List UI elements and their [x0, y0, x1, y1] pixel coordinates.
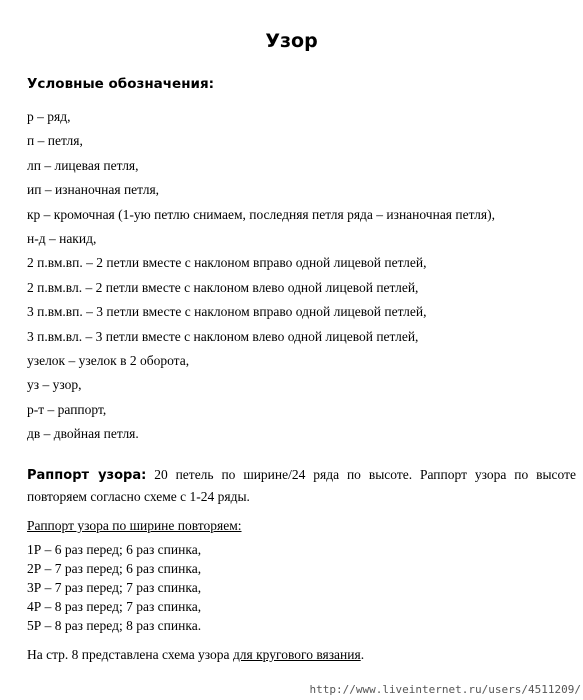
repeat-heading: Раппорт узора по ширине повторяем:: [27, 518, 242, 533]
watermark-url: http://www.liveinternet.ru/users/4511209/: [309, 683, 581, 696]
legend-item: 3 п.вм.вп. – 3 петли вместе с наклоном вправо одной лицевой петлей,: [27, 304, 427, 320]
repeat-item: 3Р – 7 раз перед; 7 раз спинка,: [27, 580, 202, 595]
legend-item: н-д – накид,: [27, 230, 97, 246]
circular-knitting-link[interactable]: для кругового вязания: [232, 647, 361, 662]
legend-list: [27, 108, 495, 449]
legend-item: кр – кромочная (1-ую петлю снимаем, последняя петля ряда – изнаночная петля),: [27, 206, 495, 222]
legend-item: 3 п.вм.вл. – 3 петли вместе с наклоном влево одной лицевой петлей,: [27, 328, 419, 344]
footer-note: [27, 647, 364, 663]
page-title: Узор: [265, 30, 318, 52]
legend-item: 2 п.вм.вл. – 2 петли вместе с наклоном влево одной лицевой петлей,: [27, 279, 419, 295]
legend-item: р – ряд,: [27, 109, 71, 124]
repeat-item: 1Р – 6 раз перед; 6 раз спинка,: [27, 542, 202, 557]
legend-item: лп – лицевая петля,: [27, 157, 139, 173]
legend-item: дв – двойная петля.: [27, 426, 139, 442]
repeat-item: 4Р – 8 раз перед; 7 раз спинка,: [27, 599, 202, 614]
legend-item: узелок – узелок в 2 оборота,: [27, 352, 190, 368]
footer-suffix: .: [360, 647, 365, 662]
legend-item: уз – узор,: [27, 377, 82, 393]
legend-item: п – петля,: [27, 133, 83, 149]
rapport-paragraph: [27, 464, 576, 507]
legend-item: 2 п.вм.вп. – 2 петли вместе с наклоном вправо одной лицевой петлей,: [27, 255, 427, 271]
rapport-label: Раппорт узора:: [27, 468, 147, 483]
legend-heading: Условные обозначения:: [27, 76, 215, 92]
footer-prefix: На стр. 8 представлена схема узора: [27, 647, 233, 662]
rapport-text: 20 петель по ширине/24 ряда по высоте. Раппорт узора по высоте повторяем согласно схеме с 1-24 ряды.: [27, 467, 576, 504]
legend-item: ип – изнаночная петля,: [27, 182, 160, 198]
legend-item: р-т – раппорт,: [27, 401, 107, 417]
repeat-item: 5Р – 8 раз перед; 8 раз спинка.: [27, 618, 202, 633]
repeat-item: 2Р – 7 раз перед; 6 раз спинка,: [27, 561, 202, 576]
repeat-list: [27, 541, 201, 636]
